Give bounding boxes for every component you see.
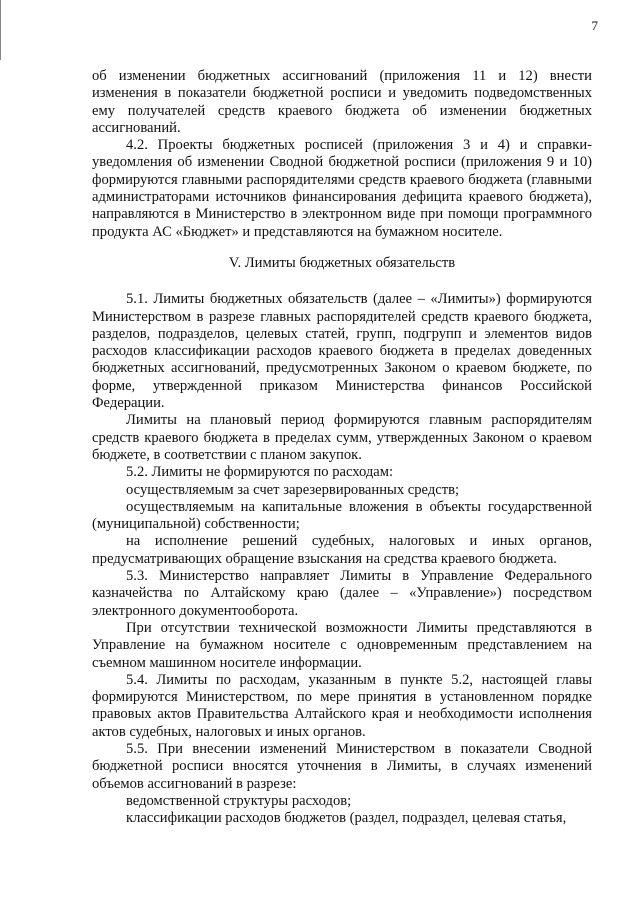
paragraph-4-2: 4.2. Проекты бюджетных росписей (приложения 3 и 4) и справки-уведомления об изменении Сводной бюджетной росписи (приложения 9 и 10) формируются главными распорядителями средств краевого бюджета (главными администраторами источников финансирования дефицита краевого бюджета), направляются в Министерство в электронном виде при помощи программного продукта АС «Бюджет» и представляются на бумажном носителе. [92, 137, 592, 240]
paragraph-5-5: 5.5. При внесении изменений Министерством в показатели Сводной бюджетной росписи вносятся уточнения в Лимиты, в случаях изменений объемов ассигнований в разрезе: [92, 740, 592, 792]
page-number: 7 [591, 18, 598, 33]
document-body [92, 68, 592, 827]
paragraph-5-2: 5.2. Лимиты не формируются по расходам: [126, 464, 394, 481]
paragraph-no-technical-possibility: При отсутствии технической возможности Лимиты представляются в Управление на бумажном носителе с одновременным представлением на съемном машинном носителе информации. [92, 619, 592, 671]
list-item-departmental: ведомственной структуры расходов; [126, 792, 352, 809]
list-item-reserved: осуществляемым за счет зарезервированных средств; [126, 481, 460, 498]
scan-edge-mark [0, 0, 1, 60]
list-item-court-decisions: на исполнение решений судебных, налоговых и иных органов, предусматривающих обращение взыскания на средства краевого бюджета. [92, 533, 592, 567]
paragraph-planning-period: Лимиты на плановый период формируются главным распорядителям средств краевого бюджета в пределах сумм, утвержденных Законом о краевом бюджете, в соответствии с планом закупок. [92, 412, 592, 463]
paragraph-5-1: 5.1. Лимиты бюджетных обязательств (далее – «Лимиты») формируются Министерством в разрезе главных распорядителей средств краевого бюджета, разделов, подразделов, целевых статей, групп, подгрупп и элементов видов расходов классификации расходов краевого бюджета в пределах доведенных бюджетных ассигнований, предусмотренных Законом о краевом бюджете, по форме, утвержденной приказом Министерства финансов Российской Федерации. [92, 291, 592, 412]
list-item-capital: осуществляемым на капитальные вложения в объекты государственной (муниципальной) собственности; [92, 498, 592, 533]
list-item-classification: классификации расходов бюджетов (раздел, подраздел, целевая статья, [126, 810, 567, 827]
paragraph-5-4: 5.4. Лимиты по расходам, указанным в пункте 5.2, настоящей главы формируются Министерством, по мере принятия в установленном порядке правовых актов Правительства Алтайского края и необходимости исполнения актов судебных, налоговых и иных органов. [92, 671, 592, 740]
paragraph-continuation: об изменении бюджетных ассигнований (приложения 11 и 12) внести изменения в показатели бюджетной росписи и уведомить подведомственных ему получателей средств краевого бюджета об изменении бюджетных ассигнований. [92, 68, 592, 136]
section-title: V. Лимиты бюджетных обязательств [228, 254, 456, 271]
paragraph-5-3: 5.3. Министерство направляет Лимиты в Управление Федерального казначейства по Алтайскому краю (далее – «Управление») посредством электронного документооборота. [92, 568, 592, 619]
